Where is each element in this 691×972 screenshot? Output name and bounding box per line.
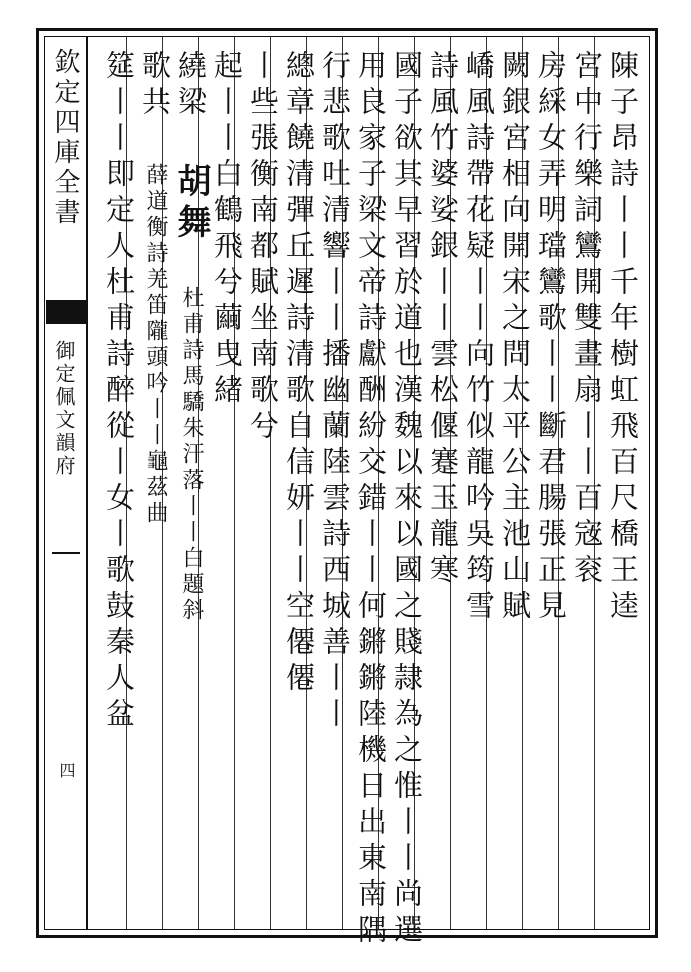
- fishtail-mark: [46, 300, 86, 324]
- column-text: 行悲歌吐清響丨丨播幽蘭陸雲詩西城善丨丨: [318, 50, 352, 734]
- headword-hu-wu: 胡舞: [171, 163, 211, 245]
- column-text: 嶠風詩帶花疑丨丨向竹似龍吟吳筠雪: [462, 50, 496, 626]
- column-text: 闕銀宮相向開宋之問太平公主池山賦: [498, 50, 532, 626]
- column-text: 房綵女弄明璫鸞歌丨丨斷君腸張正見: [534, 50, 568, 626]
- column-text: 國子欲其早習於道也漢魏以來以國之賤隷為之惟丨丨尚選: [390, 50, 424, 950]
- column-text: 宮中行樂詞鸞開雙畫扇丨丨百宼衮: [570, 50, 604, 590]
- headword-note: 薛道衡詩羌笛隴頭吟丨丨龜茲曲: [143, 163, 168, 527]
- margin-rule: [52, 552, 80, 554]
- column-text: 詩風竹婆娑銀丨丨雲松偃蹇玉龍寒: [426, 50, 460, 590]
- page-number: 四: [57, 762, 76, 782]
- column-text: 總章饒清彈丘遲詩清歌自信妍丨丨空僊僊: [282, 50, 316, 698]
- book-title: 御定佩文韻府: [52, 340, 76, 478]
- collection-title: 欽定四庫全書: [50, 48, 80, 228]
- column-text: 陳子昂詩丨丨千年樹虹飛百尺橋王逵: [606, 50, 640, 626]
- column-text: 筵丨丨即定人杜甫詩醉從丨女丨歌鼓秦人盆: [102, 50, 136, 734]
- column-text: 用良家子梁文帝詩獻酬紛交錯丨丨何鏘鏘陸機日出東南隅: [354, 50, 388, 950]
- headword-note: 杜甫詩馬驕朱汗落丨丨白題斜: [179, 286, 204, 624]
- column-text: 丨些張衡南都賦坐南歌兮: [246, 50, 280, 446]
- text-column-15: [94, 50, 144, 920]
- column-text: 歌共: [138, 50, 172, 122]
- column-text: 繞梁: [174, 50, 208, 122]
- column-text: 起丨丨白鶴飛兮繭曳緒: [210, 50, 244, 410]
